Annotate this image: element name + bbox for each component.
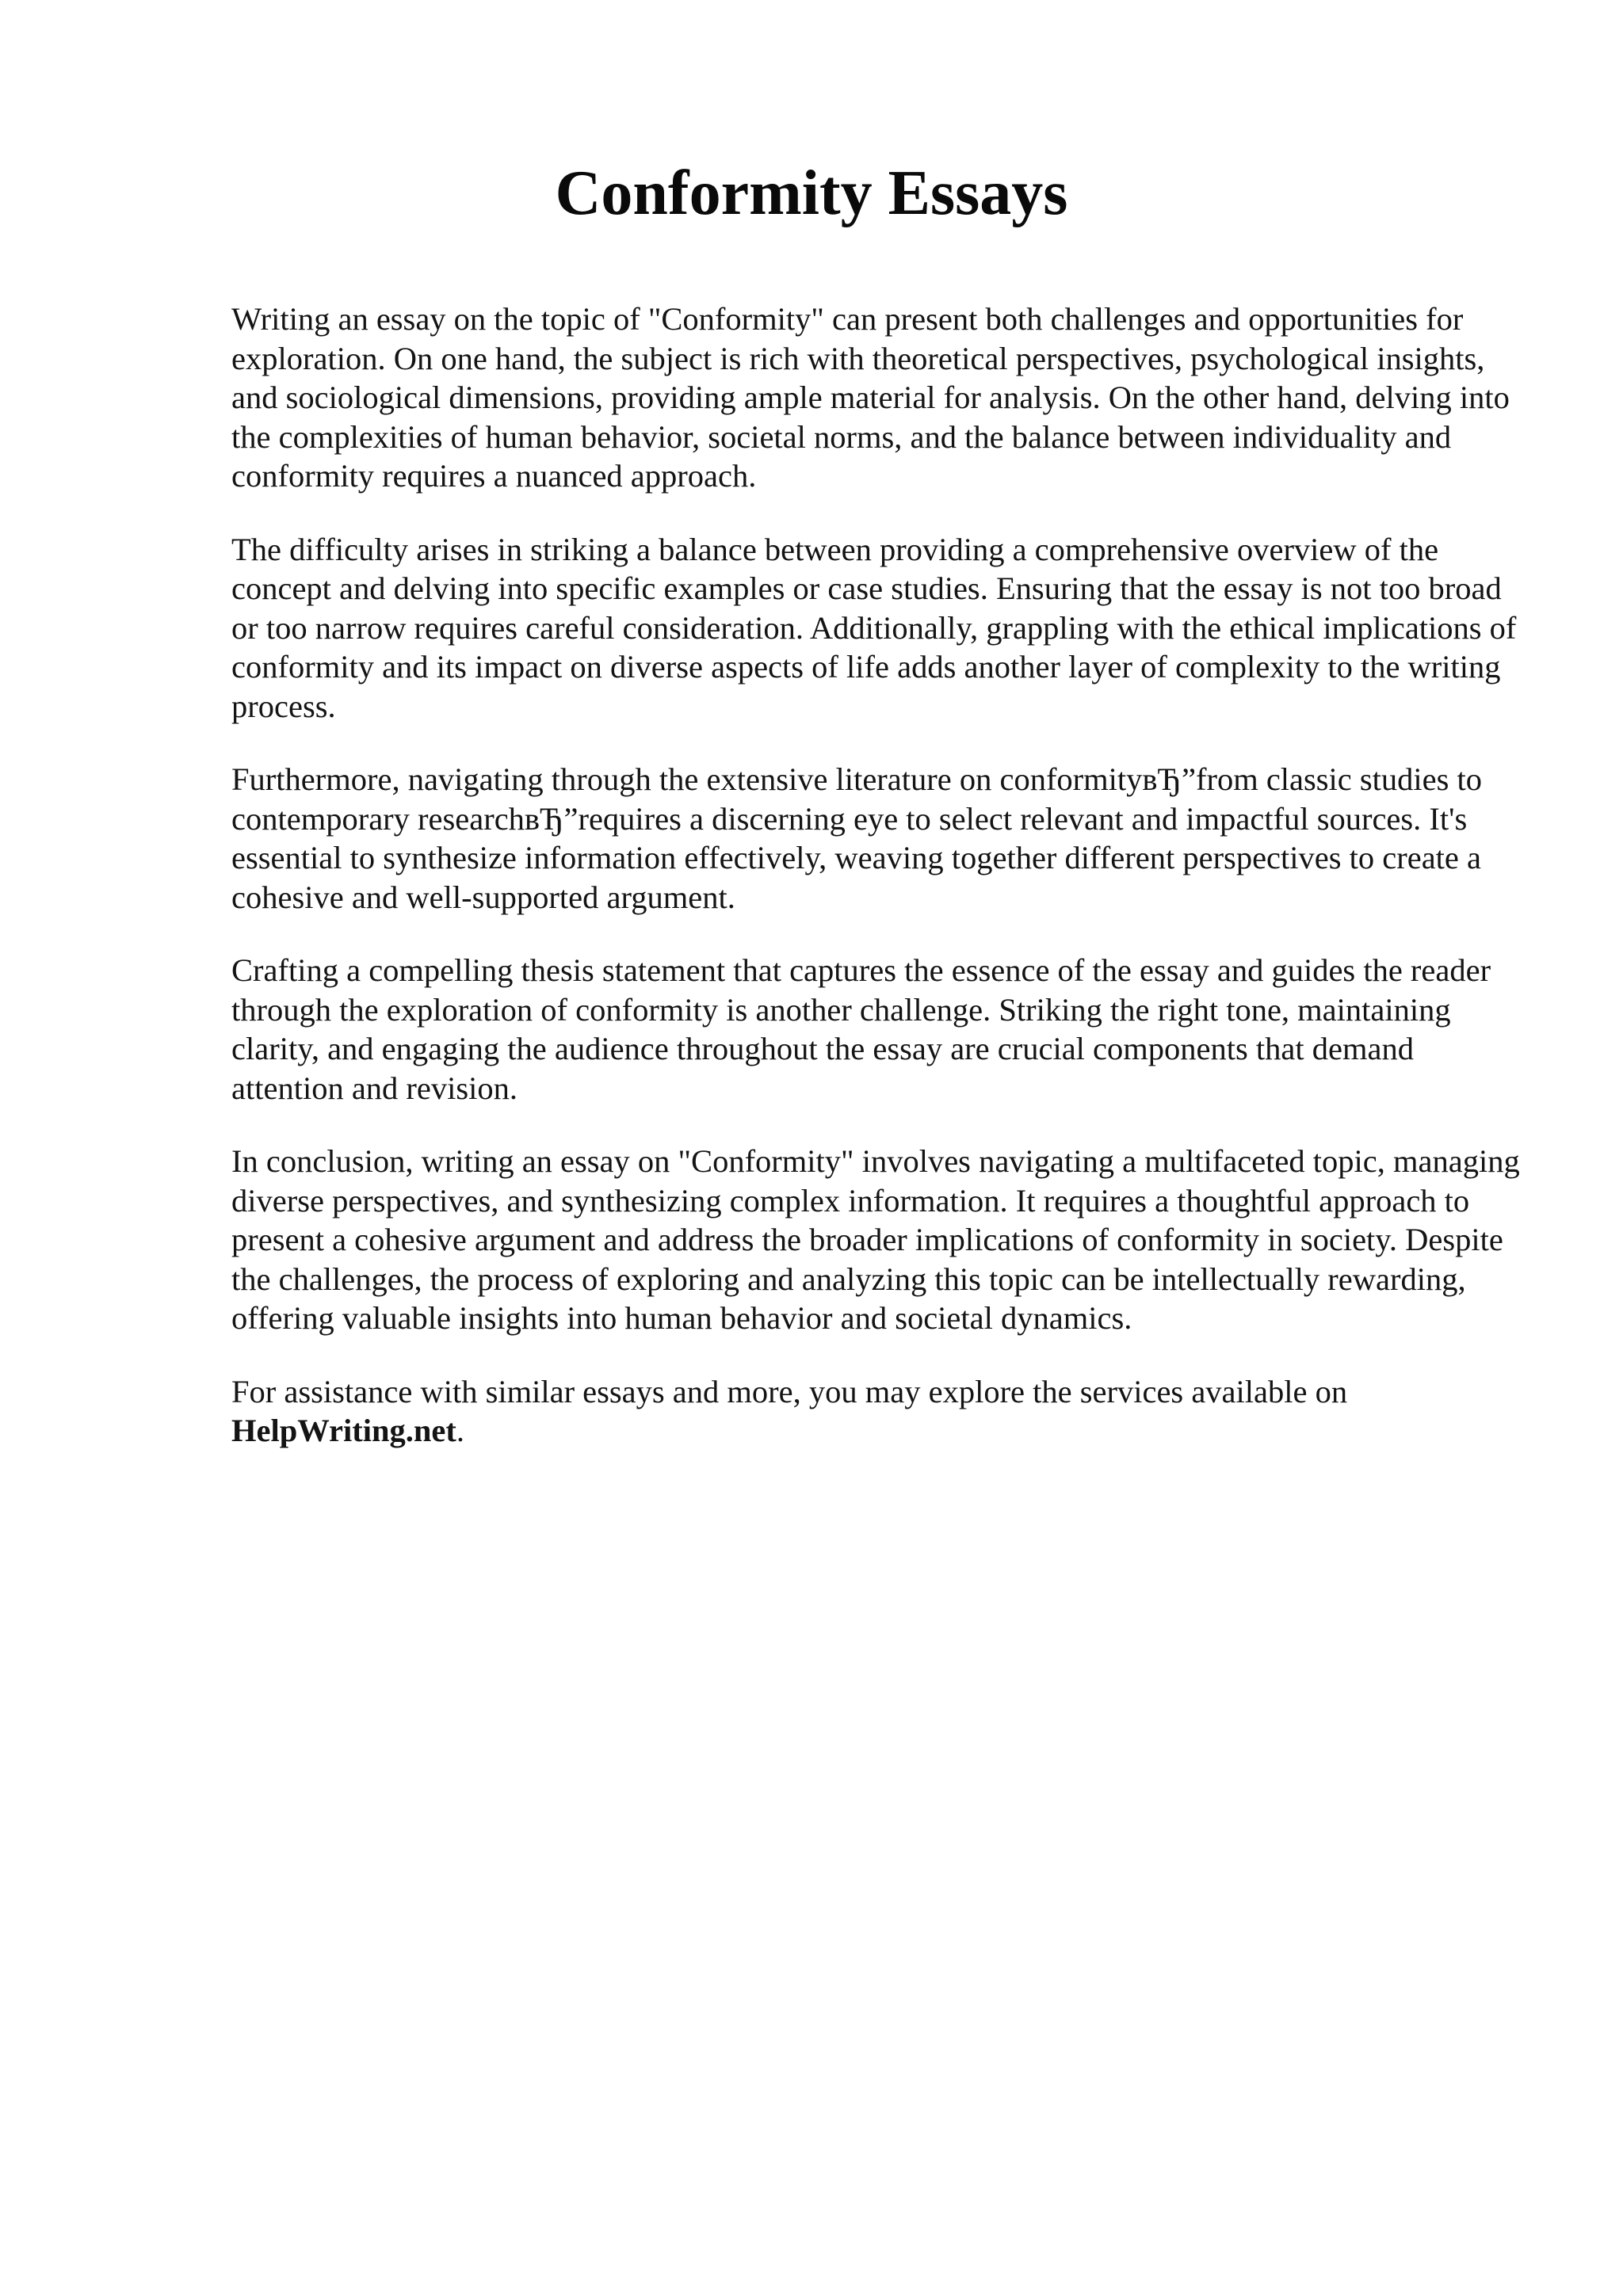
paragraph-literature: Furthermore, navigating through the extensive literature on conformityвЂ”from classic studies to contemporary researchвЂ”requires a discerning eye to select relevant and impactful sources. It's essential to synthesize information effectively, weaving together different perspectives to create a cohesive and well-supported argument. [231,761,1483,915]
paragraph-difficulty: The difficulty arises in striking a balance between providing a comprehensive overview of the concept and delving into specific examples or case studies. Ensuring that the essay is not too broad or too narrow requires careful consideration. Additionally, grappling with the ethical implications of conformity and its impact on diverse aspects of life adds another layer of complexity to the writing process. [231,531,1517,724]
helpwriting-link[interactable]: HelpWriting.net [231,1413,456,1448]
paragraph-intro: Writing an essay on the topic of "Conformity" can present both challenges and opportunities for exploration. On one hand, the subject is rich with theoretical perspectives, psychological insights, and sociological dimensions, providing ample material for analysis. On the other hand, delving into the complexities of human behavior, societal norms, and the balance between individuality and conformity requires a nuanced approach. [231,301,1510,494]
page-title: Conformity Essays [555,158,1068,228]
closing-text: For assistance with similar essays and more, you may explore the services available on [231,1373,1348,1409]
essay-body [231,299,1523,1485]
paragraph-conclusion: In conclusion, writing an essay on "Conformity" involves navigating a multifaceted topic, managing diverse perspectives, and synthesizing complex information. It requires a thoughtful approach to present a cohesive argument and address the broader implications of conformity in society. Despite the challenges, the process of exploring and analyzing this topic can be intellectually rewarding, offering valuable insights into human behavior and societal dynamics. [231,1143,1520,1336]
paragraph-thesis: Crafting a compelling thesis statement that captures the essence of the essay and guides the reader through the exploration of conformity is another challenge. Striking the right tone, maintaining clarity, and engaging the audience throughout the essay are crucial components that demand attention and revision. [231,952,1491,1106]
paragraph-closing [231,1372,1523,1451]
closing-period: . [456,1413,465,1448]
